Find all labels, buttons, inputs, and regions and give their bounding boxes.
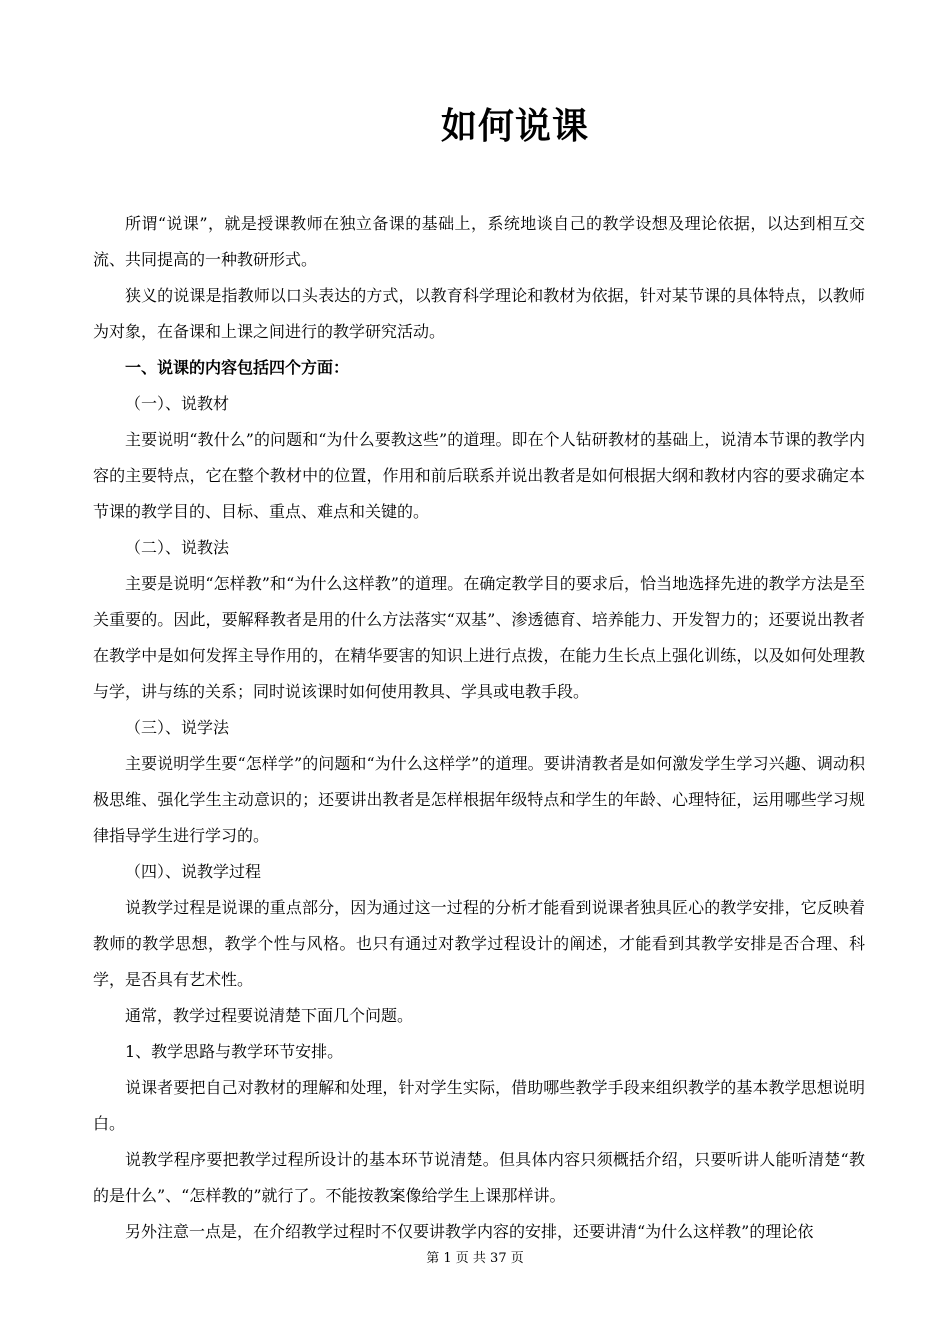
paragraph-teaching-method: 主要是说明“怎样教”和“为什么这样教”的道理。在确定教学目的要求后，恰当地选择先进的教学方法是至关重要的。因此，要解释教者是用的什么方法落实“双基”、渗透德育、培养能力、开发智力的；还要说出教者在教学中是如何发挥主导作用的，在精华要害的知识上进行点拨，在能力生长点上强化训练，以及如何处理教与学，讲与练的关系；同时说该课时如何使用教具、学具或电教手段。 <box>93 574 865 701</box>
paragraph-narrow-definition: 狭义的说课是指教师以口头表达的方式，以教育科学理论和教材为依据，针对某节课的具体特点，以教师为对象，在备课和上课之间进行的教学研究活动。 <box>93 286 865 341</box>
document-body <box>93 206 865 1250</box>
paragraph-note: 另外注意一点是，在介绍教学过程时不仅要讲教学内容的安排，还要讲清“为什么这样教”的理论依 <box>125 1222 814 1241</box>
subheading-teaching-method: （二）、说教法 <box>125 538 230 557</box>
paragraph-learning-method: 主要说明学生要“怎样学”的问题和“为什么这样学”的道理。要讲清教者是如何激发学生学习兴趣、调动积极思维、强化学生主动意识的；还要讲出教者是怎样根据年级特点和学生的年龄、心理特征，运用哪些学习规律指导学生进行学习的。 <box>93 754 865 845</box>
subheading-teaching-process: （四）、说教学过程 <box>125 862 262 881</box>
document-title: 如何说课 <box>440 105 589 147</box>
page-footer: 第 1 页 共 37 页 <box>426 1251 524 1266</box>
paragraph-definition: 所谓“说课”，就是授课教师在独立备课的基础上，系统地谈自己的教学设想及理论依据，以达到相互交流、共同提高的一种教研形式。 <box>93 214 865 269</box>
paragraph-procedure: 说教学程序要把教学过程所设计的基本环节说清楚。但具体内容只须概括介绍，只要听讲人能听清楚“教的是什么”、“怎样教的”就行了。不能按教案像给学生上课那样讲。 <box>93 1150 865 1205</box>
subheading-textbook: （一）、说教材 <box>125 394 230 413</box>
subheading-learning-method: （三）、说学法 <box>125 718 230 737</box>
paragraph-teaching-process: 说教学过程是说课的重点部分，因为通过这一过程的分析才能看到说课者独具匠心的教学安排，它反映着教师的教学思想，教学个性与风格。也只有通过对教学过程设计的阐述，才能看到其教学安排是否合理、科学，是否具有艺术性。 <box>93 898 865 989</box>
section-heading-content: 一、说课的内容包括四个方面： <box>125 358 350 377</box>
paragraph-usually: 通常，教学过程要说清楚下面几个问题。 <box>125 1006 414 1025</box>
list-item-1: 1、教学思路与教学环节安排。 <box>125 1042 344 1061</box>
paragraph-textbook: 主要说明“教什么”的问题和“为什么要教这些”的道理。即在个人钻研教材的基础上，说清本节课的教学内容的主要特点，它在整个教材中的位置，作用和前后联系并说出教者是如何根据大纲和教材内容的要求确定本节课的教学目的、目标、重点、难点和关键的。 <box>93 430 865 521</box>
paragraph-approach: 说课者要把自己对教材的理解和处理，针对学生实际，借助哪些教学手段来组织教学的基本教学思想说明白。 <box>93 1078 865 1133</box>
